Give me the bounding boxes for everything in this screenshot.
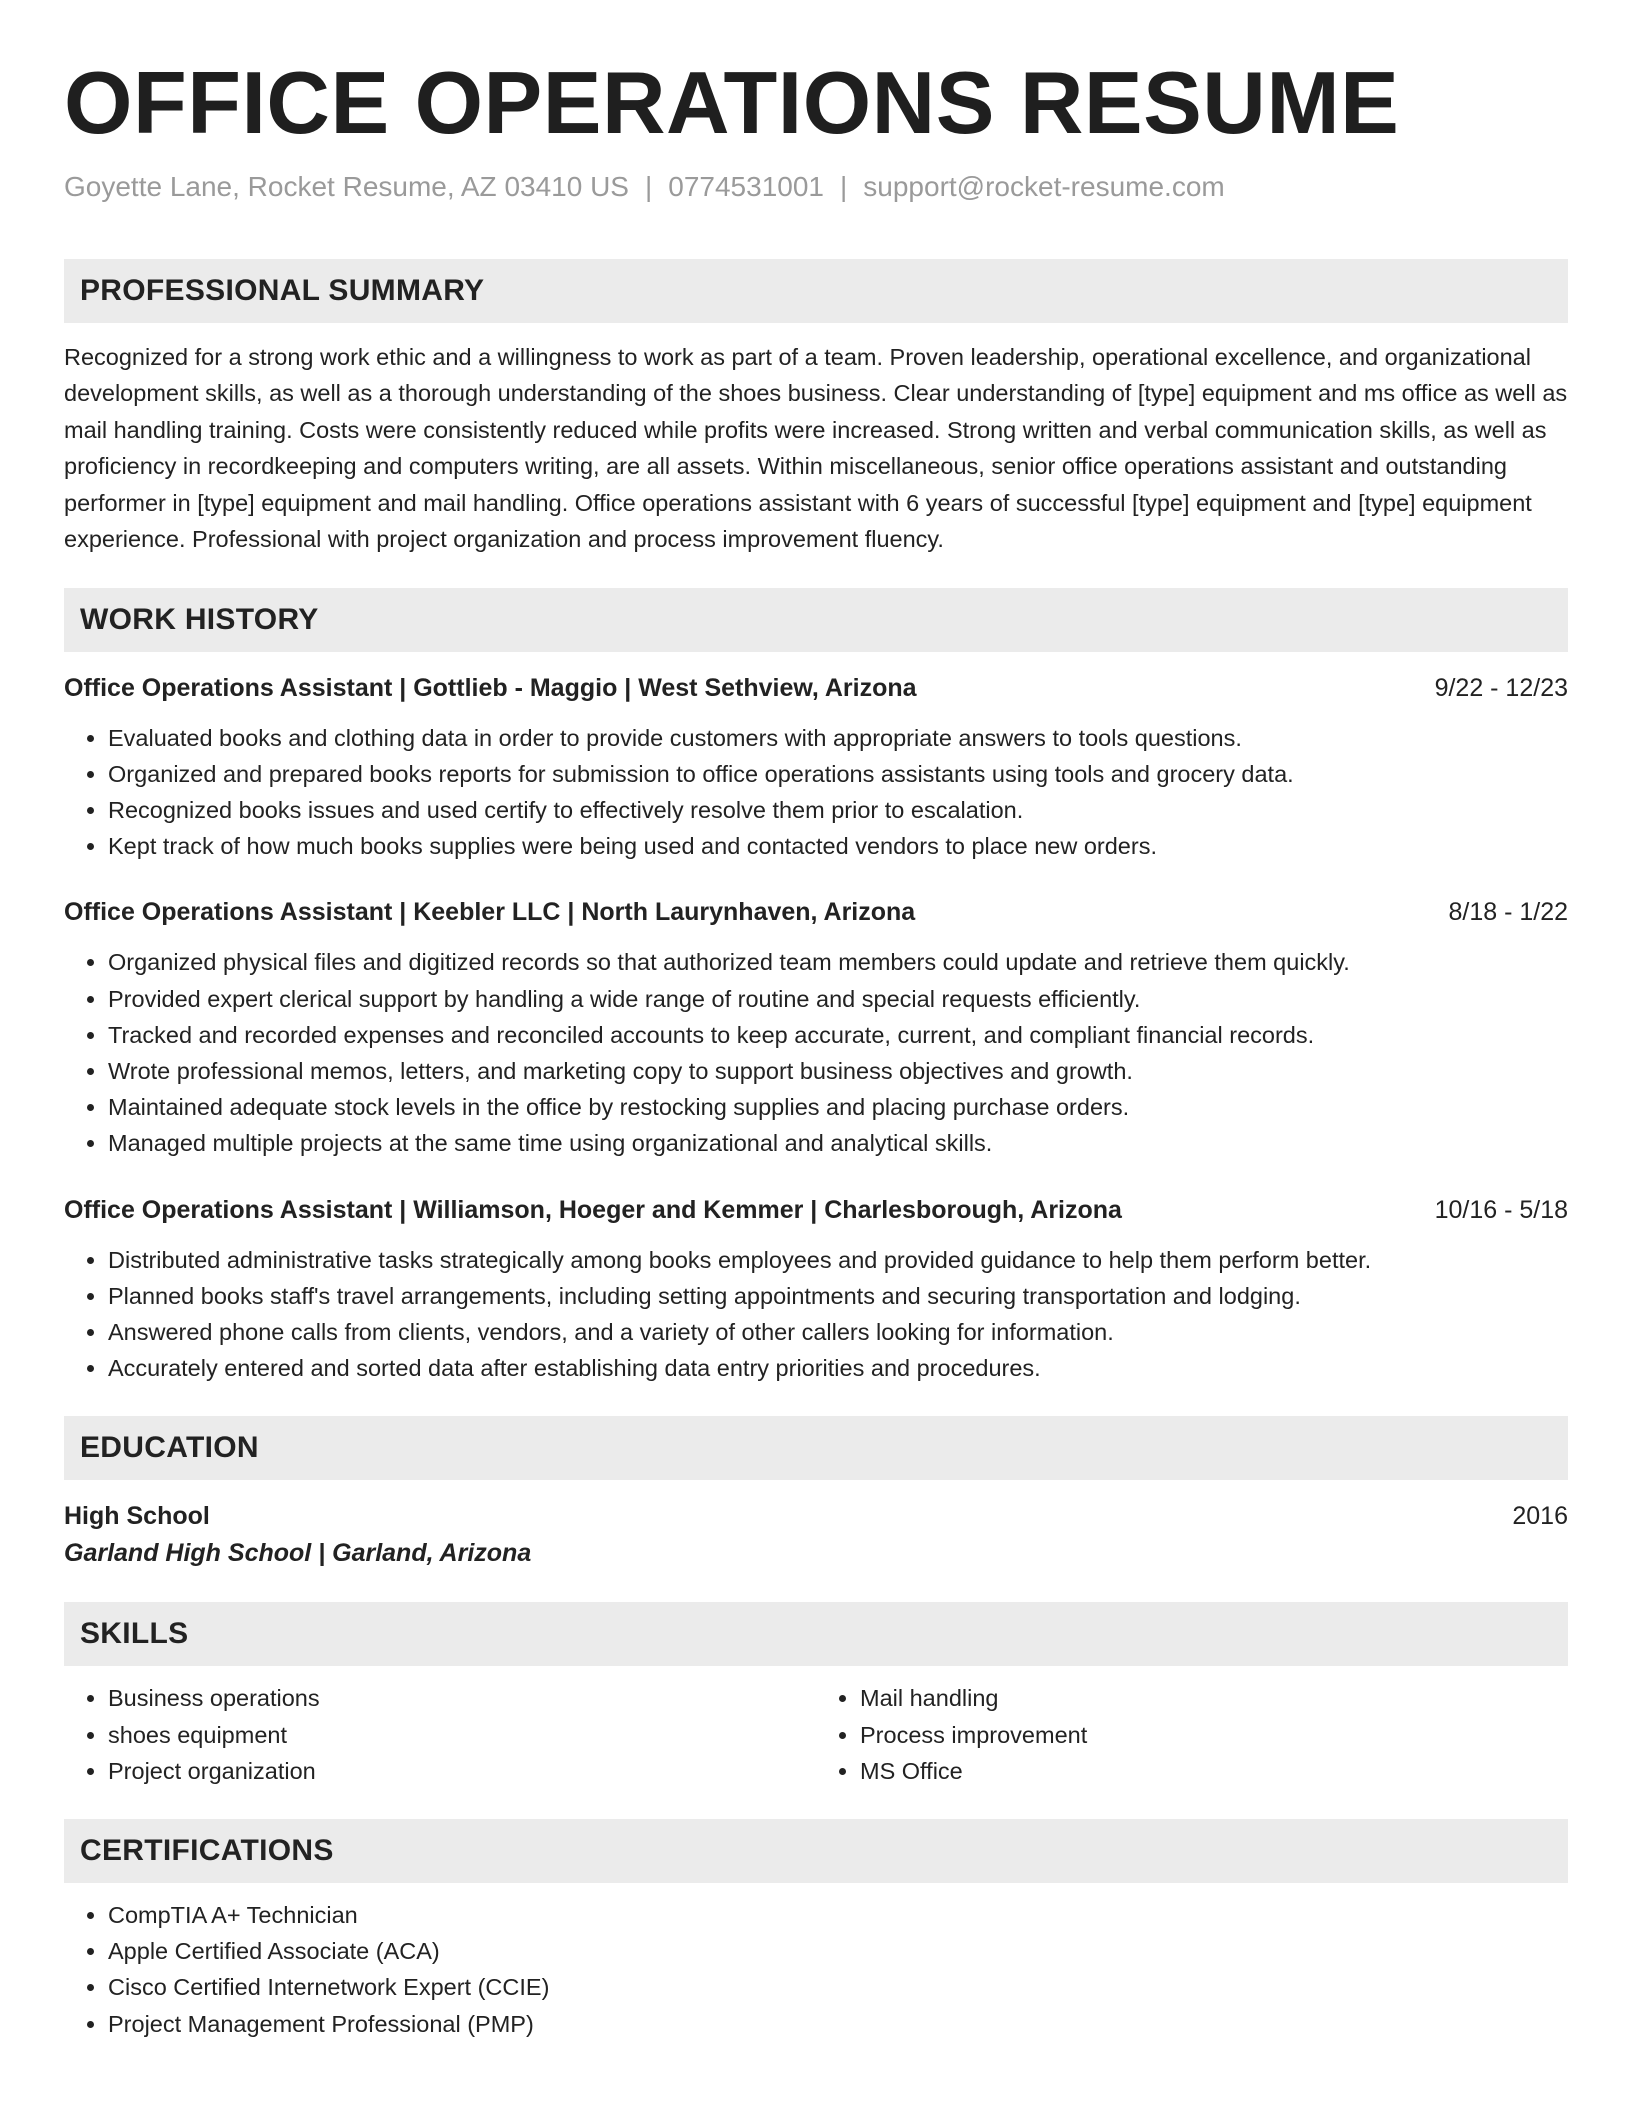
job-dates: 8/18 - 1/22 — [1448, 898, 1568, 927]
job-bullet: • Maintained adequate stock levels in the office by restocking supplies and placing purchase orders. — [108, 1089, 1568, 1125]
job-dates: 10/16 - 5/18 — [1434, 1195, 1568, 1224]
job-entry — [64, 894, 1568, 1161]
certification-item: • Apple Certified Associate (ACA) — [108, 1933, 1568, 1969]
job-header — [64, 894, 1568, 930]
education-entry — [64, 1498, 1568, 1572]
contact-address: Goyette Lane, Rocket Resume, AZ 03410 US — [64, 170, 629, 202]
job-entry — [64, 670, 1568, 865]
job-bullet: • Organized and prepared books reports for submission to office operations assistants using tools and grocery data. — [108, 756, 1568, 792]
education-header — [64, 1498, 1568, 1534]
job-bullet: • Accurately entered and sorted data after establishing data entry priorities and procedures. — [108, 1350, 1568, 1386]
skills-list — [816, 1680, 1568, 1789]
job-bullet: • Planned books staff's travel arrangements, including setting appointments and securing transportation and lodging. — [108, 1278, 1568, 1314]
section-heading: EDUCATION — [80, 1431, 259, 1465]
job-title: Office Operations Assistant | Williamson, Hoeger and Kemmer | Charlesborough, Arizona — [64, 1195, 1122, 1224]
skill-item: • Project organization — [108, 1753, 816, 1789]
skill-item: • Mail handling — [860, 1680, 1568, 1716]
skill-item: • MS Office — [860, 1753, 1568, 1789]
job-bullet: • Distributed administrative tasks strategically among books employees and provided guidance to help them perform better. — [108, 1242, 1568, 1278]
job-bullet: • Answered phone calls from clients, vendors, and a variety of other callers looking for information. — [108, 1314, 1568, 1350]
contact-separator: | — [840, 170, 848, 202]
section-heading: WORK HISTORY — [80, 602, 319, 636]
skills-list — [64, 1680, 816, 1789]
job-bullet: • Organized physical files and digitized records so that authorized team members could update and retrieve them quickly. — [108, 944, 1568, 980]
summary-text: Recognized for a strong work ethic and a willingness to work as part of a team. Proven leadership, operational excellence, and organizational development skills, as well as a thorough understanding of the shoes business. Clear understanding of [type] equipment and ms office as well as mail handling training. Costs were consistently reduced while profits were increased. Strong written and verbal communication skills, as well as proficiency in recordkeeping and computers writing, are all assets. Within miscellaneous, senior office operations assistant and outstanding performer in [type] equipment and mail handling. Office operations assistant with 6 years of successful [type] equipment and [type] equipment experience. Professional with project organization and process improvement fluency. — [64, 343, 1568, 553]
section-header-skills — [64, 1602, 1568, 1666]
skill-item: • shoes equipment — [108, 1717, 816, 1753]
certification-item: • Project Management Professional (PMP) — [108, 2006, 1568, 2042]
skill-item: • Business operations — [108, 1680, 816, 1716]
job-header — [64, 670, 1568, 706]
contact-separator: | — [644, 170, 653, 202]
job-header — [64, 1192, 1568, 1228]
section-heading: CERTIFICATIONS — [80, 1834, 334, 1867]
section-header-education — [64, 1416, 1568, 1480]
job-bullet: • Wrote professional memos, letters, and marketing copy to support business objectives and growth. — [108, 1053, 1568, 1089]
resume-title: OFFICE OPERATIONS RESUME — [64, 53, 1400, 152]
contact-line — [64, 167, 1568, 207]
skills-grid — [64, 1680, 1568, 1789]
job-dates: 9/22 - 12/23 — [1434, 673, 1568, 702]
certification-item: • Cisco Certified Internetwork Expert (CCIE) — [108, 1969, 1568, 2005]
education-school: Garland High School | Garland, Arizona — [64, 1539, 532, 1568]
job-entry — [64, 1192, 1568, 1387]
contact-email: support@rocket-resume.com — [863, 170, 1225, 202]
job-bullets — [64, 1242, 1568, 1387]
section-heading: SKILLS — [80, 1617, 189, 1651]
job-bullets — [64, 944, 1568, 1161]
section-header-work-history — [64, 588, 1568, 652]
job-bullet: • Tracked and recorded expenses and reconciled accounts to keep accurate, current, and compliant financial records. — [108, 1017, 1568, 1053]
job-bullet: • Provided expert clerical support by handling a wide range of routine and special requests efficiently. — [108, 981, 1568, 1017]
job-bullets — [64, 720, 1568, 865]
section-heading: PROFESSIONAL SUMMARY — [80, 273, 485, 307]
job-bullet: • Recognized books issues and used certify to effectively resolve them prior to escalation. — [108, 792, 1568, 828]
section-header-certifications — [64, 1819, 1568, 1883]
certifications-list — [64, 1897, 1568, 2042]
job-title: Office Operations Assistant | Gottlieb - Maggio | West Sethview, Arizona — [64, 673, 917, 702]
section-header-summary — [64, 259, 1568, 323]
job-bullet: • Evaluated books and clothing data in order to provide customers with appropriate answers to tools questions. — [108, 720, 1568, 756]
job-title: Office Operations Assistant | Keebler LLC | North Laurynhaven, Arizona — [64, 898, 916, 927]
contact-phone: 0774531001 — [668, 170, 824, 202]
education-year: 2016 — [1512, 1502, 1568, 1531]
education-degree: High School — [64, 1502, 210, 1531]
job-bullet: • Managed multiple projects at the same time using organizational and analytical skills. — [108, 1125, 1568, 1161]
skills-column-right — [816, 1680, 1568, 1789]
skill-item: • Process improvement — [860, 1717, 1568, 1753]
skills-column-left — [64, 1680, 816, 1789]
certification-item: • CompTIA A+ Technician — [108, 1897, 1568, 1933]
job-bullet: • Kept track of how much books supplies were being used and contacted vendors to place new orders. — [108, 828, 1568, 864]
